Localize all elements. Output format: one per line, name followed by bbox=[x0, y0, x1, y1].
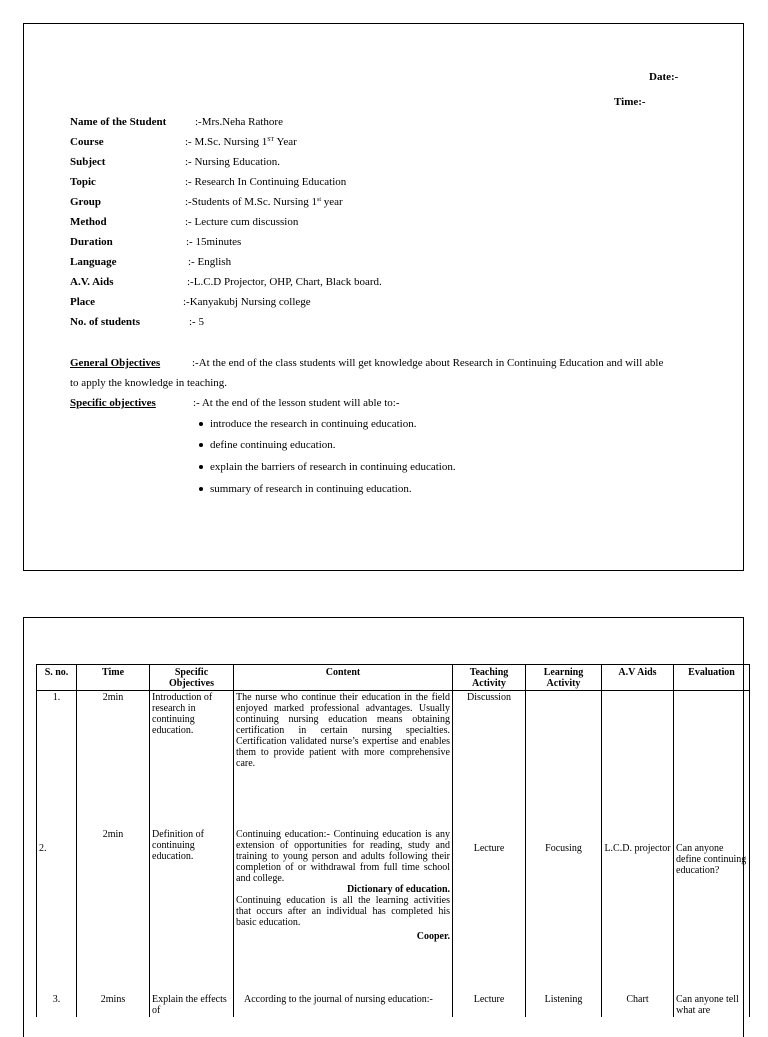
cell-time: 2mins bbox=[77, 993, 150, 1017]
detail-value: :- 5 bbox=[189, 316, 204, 328]
header-av-aids: A.V Aids bbox=[602, 665, 674, 691]
detail-value: :-Mrs.Neha Rathore bbox=[195, 116, 283, 128]
header-learning-activity: Learning Activity bbox=[526, 665, 602, 691]
objective-list-item: summary of research in continuing education. bbox=[210, 483, 412, 495]
detail-label: Language bbox=[70, 256, 117, 268]
table-row bbox=[37, 691, 750, 829]
general-objectives-text: :-At the end of the class students will get knowledge about Research in Continuing Education and will able bbox=[192, 357, 664, 369]
objective-list-item: explain the barriers of research in continuing education. bbox=[210, 461, 456, 473]
detail-value: :- Research In Continuing Education bbox=[185, 176, 347, 188]
cell-learning: Focusing bbox=[526, 828, 602, 993]
detail-label: Subject bbox=[70, 156, 106, 168]
detail-value: :- English bbox=[188, 256, 232, 268]
detail-value: :- 15minutes bbox=[186, 236, 242, 248]
general-objectives-text-cont: to apply the knowledge in teaching. bbox=[70, 377, 228, 389]
cell-objective: Definition of continuing education. bbox=[150, 828, 234, 993]
objective-list-item: define continuing education. bbox=[210, 439, 336, 451]
detail-value: :-L.C.D Projector, OHP, Chart, Black board. bbox=[187, 276, 382, 288]
content-definition: Continuing education:- Continuing education is any extension of opportunities for reading, study and training to young person and adults following their completion of or withdrawal from full time school and college. bbox=[236, 829, 450, 884]
content-source: Dictionary of education. bbox=[346, 884, 450, 895]
detail-label: A.V. Aids bbox=[70, 276, 114, 288]
content-source: Cooper. bbox=[416, 931, 450, 942]
table-header-row bbox=[37, 665, 750, 691]
lesson-plan-table-page bbox=[23, 617, 747, 1037]
cell-objective: Introduction of research in continuing education. bbox=[150, 691, 234, 829]
specific-objectives-label: Specific objectives bbox=[70, 397, 156, 409]
cell-learning bbox=[526, 691, 602, 829]
content-definition: Continuing education is all the learning activities that occurs after an individual has completed his basic education. bbox=[236, 895, 450, 928]
header-sno: S. no. bbox=[37, 665, 77, 691]
specific-objectives-intro: :- At the end of the lesson student will able to:- bbox=[193, 397, 400, 409]
detail-label: Place bbox=[70, 296, 96, 308]
cell-teaching: Discussion bbox=[453, 691, 526, 829]
cell-objective: Explain the effects of bbox=[150, 993, 234, 1017]
table-row bbox=[37, 828, 750, 993]
objective-list-item: introduce the research in continuing education. bbox=[210, 418, 417, 430]
cell-sno: 1. bbox=[37, 691, 77, 829]
cell-content: According to the journal of nursing education:- bbox=[234, 993, 453, 1017]
cell-time: 2min bbox=[77, 828, 150, 993]
header-teaching-activity: Teaching Activity bbox=[453, 665, 526, 691]
detail-value: :- Nursing Education. bbox=[185, 156, 281, 168]
cell-aids bbox=[602, 691, 674, 829]
cell-aids: L.C.D. projector bbox=[602, 828, 674, 993]
cell-teaching: Lecture bbox=[453, 993, 526, 1017]
cell-sno: 2. bbox=[37, 828, 77, 993]
detail-value: :-Students of M.Sc. Nursing 1st year bbox=[185, 196, 343, 208]
detail-label: Topic bbox=[70, 176, 96, 188]
cell-time: 2min bbox=[77, 691, 150, 829]
cell-teaching: Lecture bbox=[453, 828, 526, 993]
cell-evaluation bbox=[674, 691, 750, 829]
lesson-plan-cover-page bbox=[23, 23, 744, 571]
header-evaluation: Evaluation bbox=[674, 665, 750, 691]
detail-label: Name of the Student bbox=[70, 116, 167, 128]
lesson-plan-table bbox=[36, 664, 750, 1017]
cell-sno: 3. bbox=[37, 993, 77, 1017]
cell-content bbox=[234, 828, 453, 993]
detail-label: Course bbox=[70, 136, 104, 148]
cell-aids: Chart bbox=[602, 993, 674, 1017]
header-specific-objectives: Specific Objectives bbox=[150, 665, 234, 691]
cell-evaluation: Can anyone tell what are bbox=[674, 993, 750, 1017]
detail-label: Method bbox=[70, 216, 107, 228]
general-objectives-label: General Objectives bbox=[70, 357, 161, 369]
cell-evaluation: Can anyone define continuing education? bbox=[674, 828, 750, 993]
cell-content: The nurse who continue their education in the field enjoyed marked professional advantages. Usually continuing nursing education means obtaining certification in certain nursing specialties. Certification validated nurse’s expertise and enables them to provide patient with more comprehensive care. bbox=[234, 691, 453, 829]
detail-value: :- Lecture cum discussion bbox=[185, 216, 299, 228]
time-label: Time:- bbox=[614, 96, 646, 108]
detail-label: Group bbox=[70, 196, 101, 208]
detail-label: No. of students bbox=[70, 316, 140, 328]
detail-label: Duration bbox=[70, 236, 113, 248]
cell-learning: Listening bbox=[526, 993, 602, 1017]
header-time: Time bbox=[77, 665, 150, 691]
detail-value: :-Kanyakubj Nursing college bbox=[183, 296, 311, 308]
detail-value: :- M.Sc. Nursing 1ST Year bbox=[185, 136, 297, 148]
table-row bbox=[37, 993, 750, 1017]
date-label: Date:- bbox=[649, 71, 679, 83]
header-content: Content bbox=[234, 665, 453, 691]
